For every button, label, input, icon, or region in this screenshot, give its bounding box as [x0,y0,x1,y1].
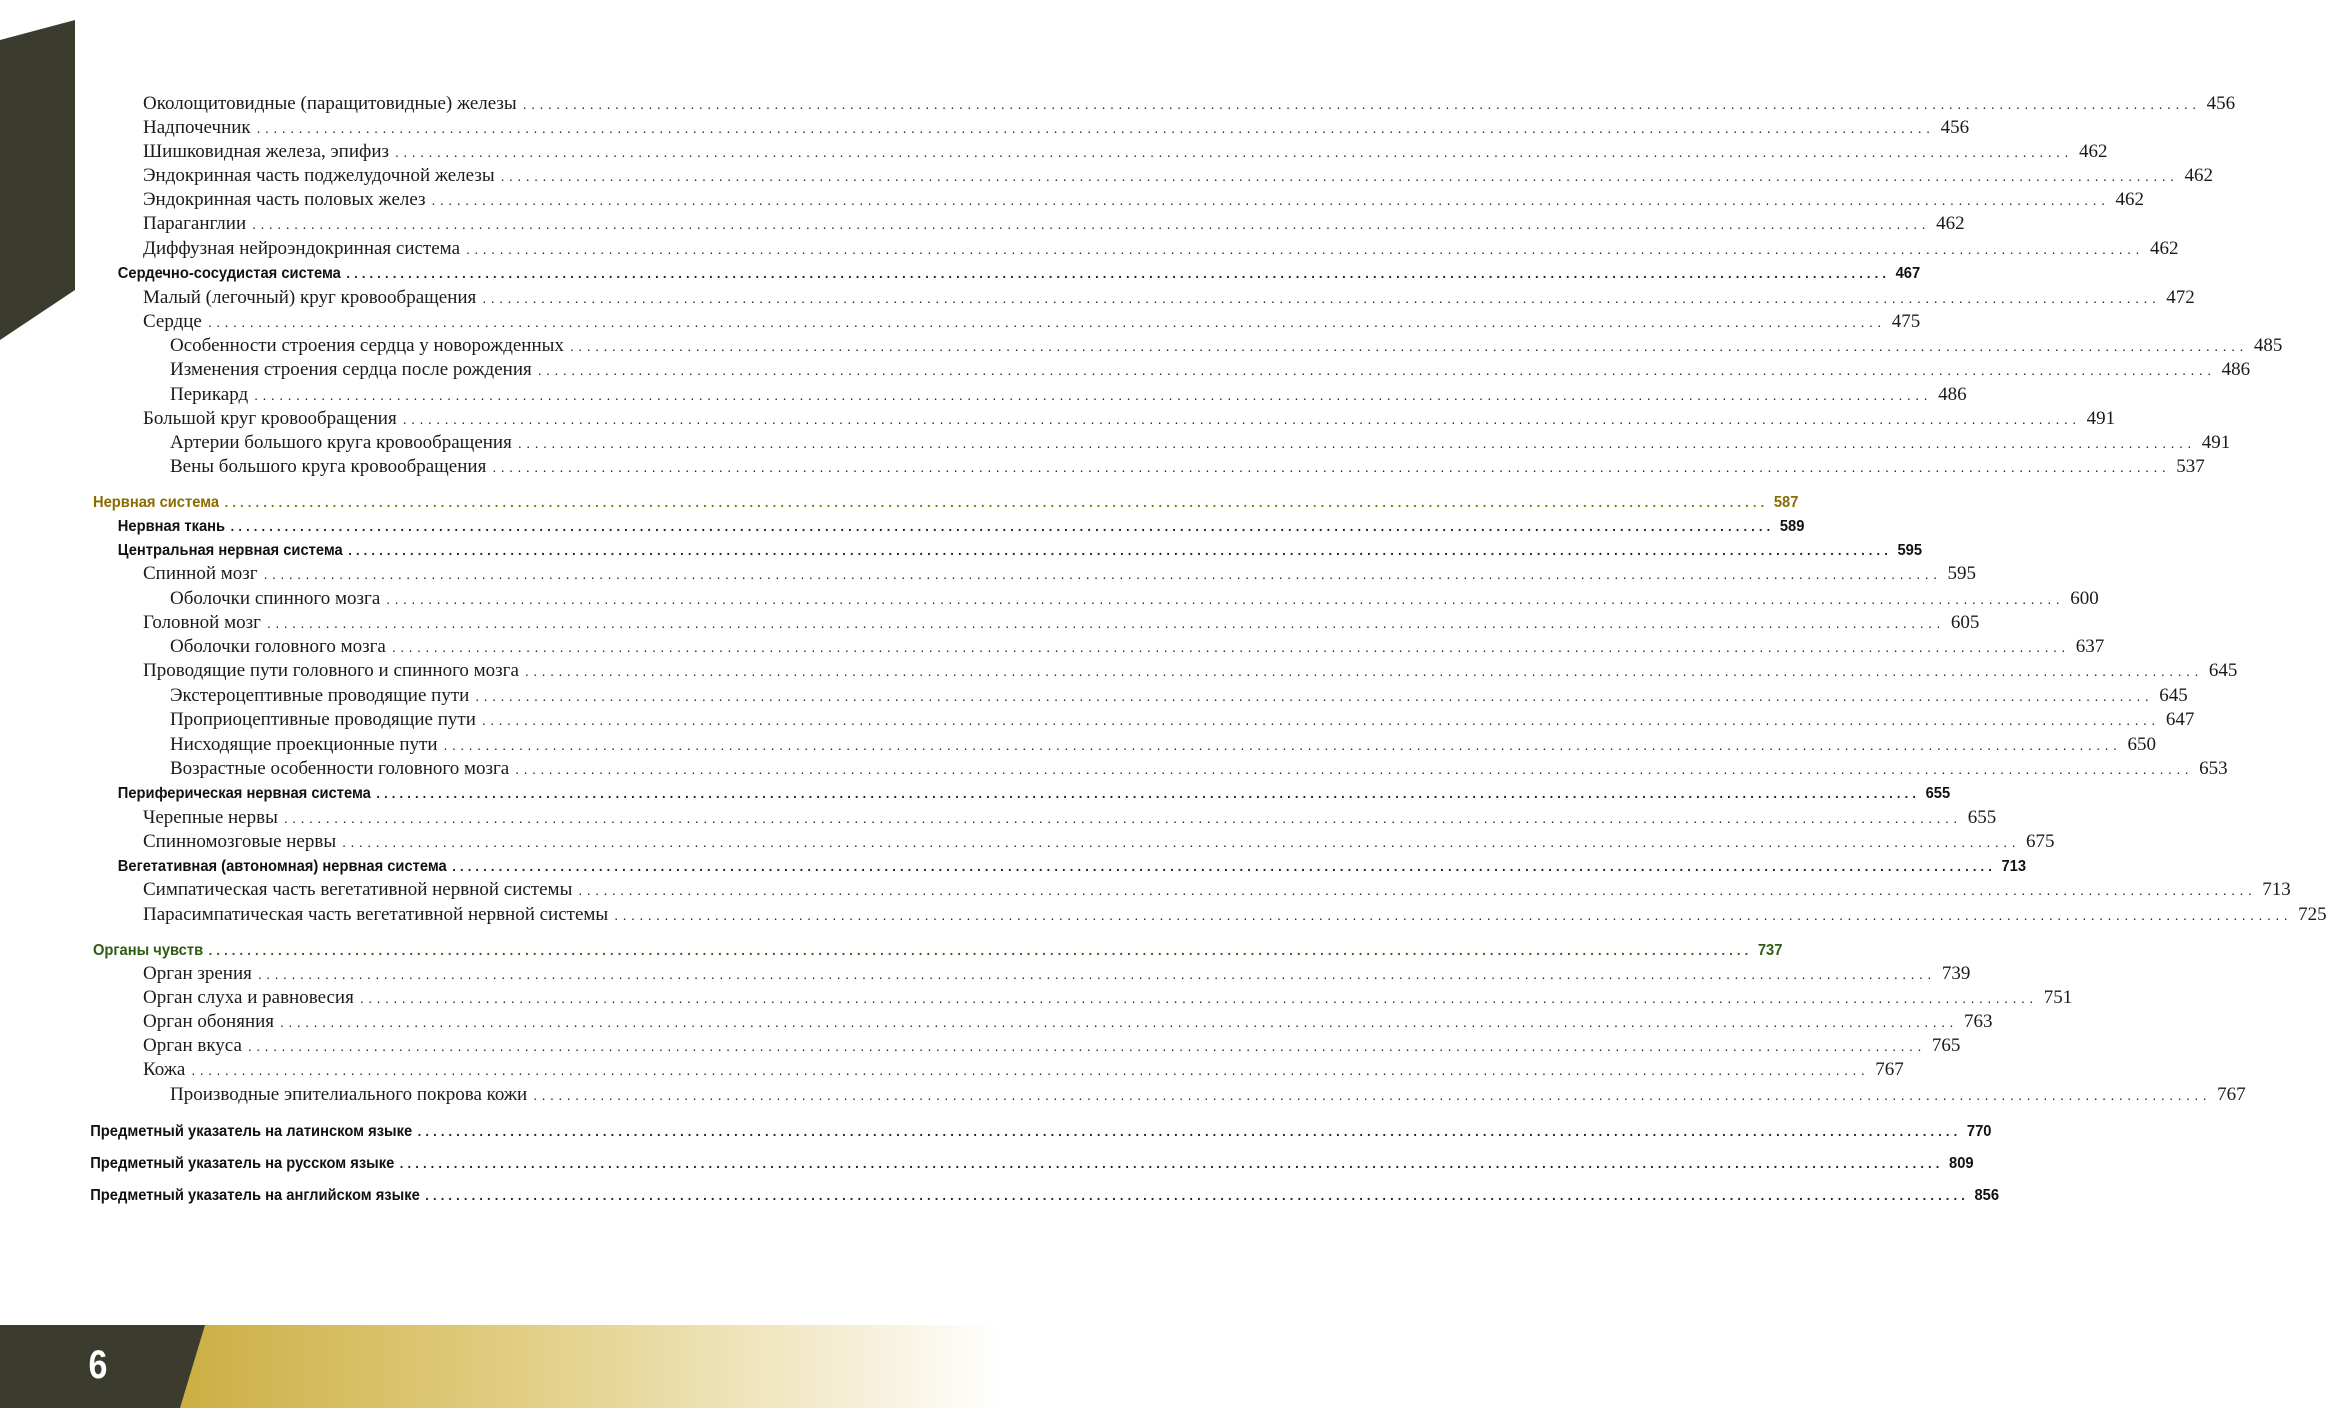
toc-entry [117,514,1805,538]
toc-entry [143,878,2291,902]
toc-entry [117,261,1921,285]
toc-entry-page: 637 [2075,636,2105,657]
toc-entry-title: Оболочки головного мозга [170,636,386,657]
toc-entry-page: 739 [1941,963,1971,984]
toc-leader-dots: ........................................................................................................................................................................................................ [533,1087,2212,1103]
toc-entry-page: 763 [1963,1011,1993,1032]
toc-entry-title: Симпатическая часть вегетативной нервной системы [143,879,573,900]
toc-entry-page: 462 [2115,189,2144,210]
toc-entry-page: 472 [2166,287,2195,308]
toc-entry [143,611,1980,635]
toc-entry-page: 605 [1950,612,1980,633]
toc-leader-dots: ........................................................................................................................................................................................................ [475,688,2154,704]
toc-entry-title: Орган обоняния [143,1011,275,1032]
toc-entry [143,407,2116,431]
toc-leader-dots: ........................................................................................................................................................................................................ [252,216,1931,232]
toc-entry [117,781,1951,805]
toc-entry-page: 767 [2217,1084,2246,1105]
toc-leader-dots: ........................................................................................................................................................................................................ [207,314,1886,330]
toc-entry-title: Производные эпителиального покрова кожи [170,1084,528,1105]
toc-leader-dots: ........................................................................................................................................................................................................ [569,338,2248,354]
toc-entry-page: 587 [1773,494,1799,511]
bottom-decorative-band [0,1325,1000,1408]
toc-entry-title: Орган слуха и равновесия [143,987,354,1008]
toc-entry-title: Предметный указатель на латинском языке [89,1123,412,1140]
toc-leader-dots: ........................................................................................................................................................................................................ [346,265,1891,281]
toc-entry [92,490,1799,514]
toc-entry [170,1083,2246,1107]
toc-entry-title: Центральная нервная система [117,542,343,559]
toc-entry-title: Кожа [143,1059,186,1080]
toc-entry-title: Возрастные особенности головного мозга [170,758,510,779]
toc-entry [143,1034,1961,1058]
page-number: 6 [88,1343,108,1387]
toc-leader-dots: ........................................................................................................................................................................................................ [391,639,2070,655]
toc-entry-title: Параганглии [143,213,247,234]
toc-entry-page: 537 [2176,456,2205,477]
toc-entry-page: 491 [2086,408,2116,429]
toc-leader-dots: ........................................................................................................................................................................................................ [399,1155,1944,1171]
toc-entry-title: Спинной мозг [143,563,258,584]
toc-entry-title: Нисходящие проекционные пути [170,734,438,755]
toc-leader-dots: ........................................................................................................................................................................................................ [224,494,1769,510]
toc-entry-title: Проводящие пути головного и спинного мозга [143,660,519,681]
toc-entry-title: Вены большого круга кровообращения [170,456,487,477]
toc-entry-page: 485 [2253,335,2283,356]
toc-leader-dots: ........................................................................................................................................................................................................ [247,1038,1926,1054]
toc-entry [143,116,1970,140]
toc-entry-page: 675 [2026,831,2055,852]
toc-leader-dots: ........................................................................................................................................................................................................ [492,459,2171,475]
toc-entry [170,757,2228,781]
toc-entry [143,962,1971,986]
toc-entry-page: 751 [2043,987,2073,1008]
toc-entry-page: 486 [2221,359,2251,380]
toc-entry-page: 645 [2208,660,2238,681]
toc-entry-title: Нервная ткань [117,518,226,535]
toc-entry [170,334,2283,358]
toc-entry-page: 770 [1966,1123,1992,1140]
toc-entry-title: Спинномозговые нервы [143,831,337,852]
toc-entry [143,659,2238,683]
toc-leader-dots: ........................................................................................................................................................................................................ [578,882,2257,898]
toc-entry [143,830,2055,854]
toc-entry-page: 653 [2199,758,2228,779]
toc-entry [170,635,2105,659]
toc-entry-page: 655 [1967,807,1997,828]
toc-entry [170,358,2251,382]
toc-entry-page: 647 [2165,709,2195,730]
toc-entry-page: 456 [1940,117,1970,138]
toc-entry [117,538,1923,562]
toc-entry-title: Органы чувств [92,942,204,959]
toc-entry-page: 589 [1780,518,1805,535]
toc-entry [117,854,2027,878]
toc-leader-dots: ........................................................................................................................................................................................................ [386,591,2065,607]
toc-entry-title: Артерии большого круга кровообращения [170,432,512,453]
toc-entry [89,1151,1974,1175]
toc-leader-dots: ........................................................................................................................................................................................................ [515,761,2194,777]
toc-entry [170,431,2231,455]
toc-entry-title: Надпочечник [143,117,251,138]
toc-entry-title: Экстероцептивные проводящие пути [170,685,470,706]
toc-entry-page: 467 [1895,265,1921,282]
toc-leader-dots: ........................................................................................................................................................................................................ [522,96,2201,112]
toc-leader-dots: ........................................................................................................................................................................................................ [342,834,2021,850]
toc-leader-dots: ........................................................................................................................................................................................................ [376,785,1921,801]
toc-entry [143,140,2108,164]
toc-entry [143,164,2214,188]
toc-entry-page: 462 [2149,238,2179,259]
toc-entry-page: 713 [2262,879,2291,900]
toc-entry-title: Орган вкуса [143,1035,242,1056]
toc-leader-dots: ........................................................................................................................................................................................................ [266,615,1945,631]
toc-entry-page: 486 [1938,384,1967,405]
toc-entry [170,708,2195,732]
toc-leader-dots: ........................................................................................................................................................................................................ [208,942,1753,958]
toc-entry-page: 655 [1925,785,1951,802]
toc-leader-dots: ........................................................................................................................................................................................................ [466,241,2144,257]
toc-entry-page: 809 [1948,1155,1974,1172]
toc-entry-page: 595 [1947,563,1977,584]
toc-entry-title: Эндокринная часть поджелудочной железы [143,165,495,186]
toc-leader-dots: ........................................................................................................................................................................................................ [230,518,1775,534]
toc-leader-dots: ........................................................................................................................................................................................................ [524,663,2203,679]
toc-entry-title: Малый (легочный) круг кровообращения [143,287,477,308]
toc-entry-title: Сердечно-сосудистая система [117,265,342,282]
toc-entry [143,903,2327,927]
toc-leader-dots: ........................................................................................................................................................................................................ [402,411,2081,427]
toc-entry [143,986,2073,1010]
toc-entry-page: 462 [1936,213,1965,234]
toc-entry [143,562,1977,586]
toc-entry [143,212,1965,236]
toc-entry-page: 600 [2070,588,2099,609]
toc-entry [143,310,1921,334]
toc-entry-title: Предметный указатель на русском языке [89,1155,395,1172]
toc-entry-page: 645 [2159,685,2188,706]
toc-entry-page: 650 [2127,734,2156,755]
toc-entry [92,938,1783,962]
toc-leader-dots: ........................................................................................................................................................................................................ [263,566,1942,582]
toc-leader-dots: ........................................................................................................................................................................................................ [191,1062,1870,1078]
toc-leader-dots: ........................................................................................................................................................................................................ [614,907,2293,923]
toc-leader-dots: ........................................................................................................................................................................................................ [517,435,2196,451]
toc-entry [170,684,2188,708]
toc-entry-title: Предметный указатель на английском языке [89,1187,420,1204]
toc-leader-dots: ........................................................................................................................................................................................................ [256,120,1935,136]
toc-entry-page: 856 [1974,1187,1999,1204]
toc-entry-title: Черепные нервы [143,807,278,828]
toc-leader-dots: ........................................................................................................................................................................................................ [417,1123,1962,1139]
toc-entry-page: 713 [2001,858,2027,875]
toc-leader-dots: ........................................................................................................................................................................................................ [537,362,2216,378]
toc-entry [170,733,2156,757]
toc-entry-title: Эндокринная часть половых желез [143,189,426,210]
toc-leader-dots: ........................................................................................................................................................................................................ [500,168,2179,184]
toc-entry [143,1058,1904,1082]
toc-entry-title: Большой круг кровообращения [143,408,397,429]
toc-leader-dots: ........................................................................................................................................................................................................ [257,966,1936,982]
toc-entry [143,1010,1993,1034]
toc-leader-dots: ........................................................................................................................................................................................................ [283,810,1962,826]
toc-leader-dots: ........................................................................................................................................................................................................ [254,387,1933,403]
toc-entry [170,455,2205,479]
toc-entry [143,92,2236,116]
toc-entry-title: Особенности строения сердца у новорожденных [170,335,564,356]
toc-entry-title: Проприоцептивные проводящие пути [170,709,476,730]
toc-entry-title: Орган зрения [143,963,252,984]
toc-entry [89,1183,1999,1207]
toc-leader-dots: ........................................................................................................................................................................................................ [359,990,2038,1006]
toc-leader-dots: ........................................................................................................................................................................................................ [431,192,2110,208]
toc-entry-title: Парасимпатическая часть вегетативной нервной системы [143,904,609,925]
toc-entry-page: 491 [2201,432,2231,453]
toc-leader-dots: ........................................................................................................................................................................................................ [348,542,1893,558]
toc-leader-dots: ........................................................................................................................................................................................................ [280,1014,1958,1030]
toc-entry-title: Головной мозг [143,612,261,633]
toc-entry-title: Вегетативная (автономная) нервная система [117,858,447,875]
toc-entry-title: Оболочки спинного мозга [170,588,381,609]
toc-entry-page: 462 [2078,141,2108,162]
toc-entry [170,587,2099,611]
toc-entry-page: 462 [2184,165,2214,186]
side-decorative-band [0,0,75,1408]
toc-entry [143,237,2179,261]
toc-leader-dots: ........................................................................................................................................................................................................ [482,290,2161,306]
toc-entry-title: Диффузная нейроэндокринная система [143,238,461,259]
toc-entry [143,286,2195,310]
toc-entry-page: 456 [2206,93,2236,114]
toc-entry [170,383,1967,407]
toc-entry [143,806,1997,830]
toc-entry-page: 595 [1897,542,1923,559]
toc-entry-title: Периферическая нервная система [117,785,372,802]
toc-leader-dots: ........................................................................................................................................................................................................ [425,1187,1969,1203]
toc-leader-dots: ........................................................................................................................................................................................................ [452,858,1997,874]
toc-entry-title: Шишковидная железа, эпифиз [143,141,389,162]
toc-entry-page: 475 [1891,311,1921,332]
toc-leader-dots: ........................................................................................................................................................................................................ [481,712,2160,728]
toc-entry-page: 725 [2298,904,2327,925]
toc-entry-page: 737 [1757,942,1783,959]
toc-entry [143,188,2144,212]
toc-leader-dots: ........................................................................................................................................................................................................ [395,144,2073,160]
toc-entry-title: Околощитовидные (паращитовидные) железы [143,93,517,114]
toc-entry-title: Сердце [143,311,202,332]
toc-entry-page: 765 [1931,1035,1961,1056]
toc-entry-title: Перикард [170,384,249,405]
toc-entry-title: Изменения строения сердца после рождения [170,359,532,380]
toc-leader-dots: ........................................................................................................................................................................................................ [443,737,2122,753]
toc-entry [89,1119,1992,1143]
toc-entry-page: 767 [1875,1059,1904,1080]
toc-entry-title: Нервная система [92,494,220,511]
